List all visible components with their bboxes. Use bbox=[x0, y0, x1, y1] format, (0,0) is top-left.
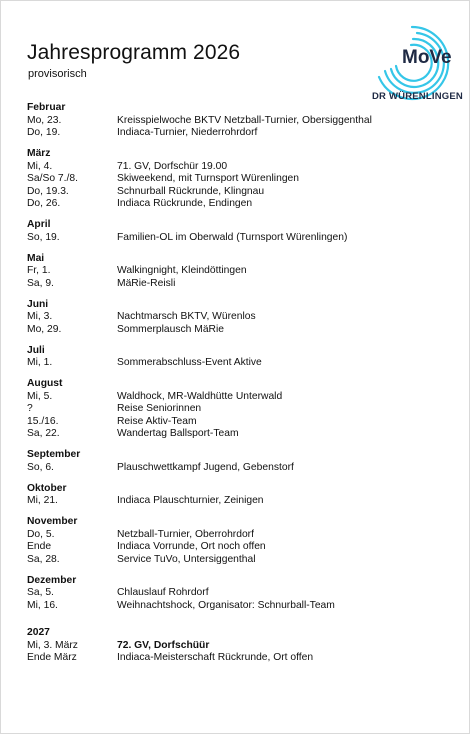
program-list bbox=[27, 102, 457, 673]
event-row bbox=[27, 232, 457, 245]
month-heading: August bbox=[27, 378, 63, 389]
month-section bbox=[27, 627, 457, 665]
event-text: Reise Aktiv-Team bbox=[117, 415, 197, 427]
month-heading: März bbox=[27, 148, 51, 159]
page-title: Jahresprogramm 2026 bbox=[27, 41, 241, 64]
event-row bbox=[27, 640, 457, 653]
event-date: So, 6. bbox=[27, 461, 54, 473]
event-date: Sa, 28. bbox=[27, 553, 60, 565]
event-row bbox=[27, 173, 457, 186]
event-row bbox=[27, 198, 457, 211]
month-heading: Dezember bbox=[27, 574, 77, 586]
month-heading: Juli bbox=[27, 344, 45, 356]
event-date: Do, 19.3. bbox=[27, 185, 69, 197]
event-row bbox=[27, 127, 457, 140]
event-row bbox=[27, 357, 457, 370]
event-row bbox=[27, 403, 457, 416]
event-row bbox=[27, 462, 457, 475]
event-text: Indiaca Plauschturnier, Zeinigen bbox=[117, 495, 264, 506]
month-heading: Mai bbox=[27, 252, 45, 264]
event-row bbox=[27, 278, 457, 291]
month-heading: Juni bbox=[27, 298, 49, 310]
event-row bbox=[27, 311, 457, 324]
event-date: So, 19. bbox=[27, 231, 60, 243]
event-text: Nachtmarsch BKTV, Würenlos bbox=[117, 311, 256, 322]
month-section bbox=[27, 253, 457, 291]
month-heading: Oktober bbox=[27, 482, 67, 494]
event-text: Schnurball Rückrunde, Klingnau bbox=[117, 185, 265, 197]
event-row bbox=[27, 554, 457, 567]
event-date: ? bbox=[27, 403, 33, 414]
event-date: Fr, 1. bbox=[27, 265, 51, 276]
month-section bbox=[27, 299, 457, 337]
event-date: Sa, 9. bbox=[27, 277, 54, 289]
event-row bbox=[27, 495, 457, 508]
logo-text: MoVe bbox=[402, 47, 452, 68]
event-text: Walkingnight, Kleindöttingen bbox=[117, 265, 247, 276]
event-text: Netzball-Turnier, Oberrohrdorf bbox=[117, 528, 254, 540]
event-text: Indiaca-Meisterschaft Rückrunde, Ort offen bbox=[117, 652, 314, 663]
month-heading: September bbox=[27, 449, 81, 460]
month-section bbox=[27, 148, 457, 211]
event-row bbox=[27, 115, 457, 128]
event-text: Weihnachtshock, Organisator: Schnurball-Team bbox=[117, 599, 335, 611]
month-section bbox=[27, 575, 457, 613]
month-section bbox=[27, 345, 457, 370]
event-row bbox=[27, 161, 457, 174]
event-row bbox=[27, 324, 457, 337]
event-text: Reise Seniorinnen bbox=[117, 403, 202, 414]
event-date: Mi, 5. bbox=[27, 390, 53, 402]
event-date: Do, 5. bbox=[27, 528, 55, 540]
month-section bbox=[27, 449, 457, 474]
event-text: Indiaca-Turnier, Niederrohrdorf bbox=[117, 127, 258, 138]
event-date: Mi, 21. bbox=[27, 495, 58, 506]
event-text: Sommerplausch MäRie bbox=[117, 323, 225, 335]
event-row bbox=[27, 428, 457, 441]
event-row bbox=[27, 186, 457, 199]
event-row bbox=[27, 391, 457, 404]
month-section bbox=[27, 516, 457, 566]
event-row bbox=[27, 652, 457, 665]
event-date: Do, 19. bbox=[27, 127, 61, 138]
month-heading: November bbox=[27, 516, 78, 527]
event-text: Wandertag Ballsport-Team bbox=[117, 428, 239, 439]
event-row bbox=[27, 529, 457, 542]
month-heading: April bbox=[27, 219, 51, 230]
event-text: 72. GV, Dorfschüür bbox=[117, 639, 210, 651]
event-date: Sa, 22. bbox=[27, 428, 60, 439]
page-subtitle: provisorisch bbox=[28, 68, 87, 80]
month-section bbox=[27, 219, 457, 244]
month-section bbox=[27, 102, 457, 140]
event-text: Plauschwettkampf Jugend, Gebenstorf bbox=[117, 461, 294, 473]
event-row bbox=[27, 265, 457, 278]
event-date: Mi, 1. bbox=[27, 357, 53, 368]
event-date: Do, 26. bbox=[27, 198, 61, 209]
event-date: Mi, 3. bbox=[27, 311, 53, 322]
event-row bbox=[27, 416, 457, 429]
event-text: Kreisspielwoche BKTV Netzball-Turnier, Obersiggenthal bbox=[117, 114, 372, 126]
event-date: Mo, 29. bbox=[27, 323, 62, 335]
event-text: Indiaca Rückrunde, Endingen bbox=[117, 198, 253, 209]
event-text: Chlauslauf Rohrdorf bbox=[117, 587, 209, 598]
month-section bbox=[27, 483, 457, 508]
month-heading: Februar bbox=[27, 102, 66, 113]
logo-caption: DR WÜRENLINGEN bbox=[372, 91, 463, 102]
event-text: Waldhock, MR-Waldhütte Unterwald bbox=[117, 390, 283, 402]
event-text: Skiweekend, mit Turnsport Würenlingen bbox=[117, 173, 299, 184]
event-date: Mo, 23. bbox=[27, 114, 62, 126]
event-date: Ende März bbox=[27, 652, 77, 663]
event-date: 15./16. bbox=[27, 415, 59, 427]
event-text: Sommerabschluss-Event Aktive bbox=[117, 357, 262, 368]
event-row bbox=[27, 541, 457, 554]
event-date: Mi, 4. bbox=[27, 160, 53, 172]
month-heading: 2027 bbox=[27, 627, 50, 638]
event-date: Sa, 5. bbox=[27, 587, 54, 598]
event-date: Sa/So 7./8. bbox=[27, 173, 78, 184]
event-row bbox=[27, 587, 457, 600]
event-text: Service TuVo, Untersiggenthal bbox=[117, 553, 256, 565]
event-date: Mi, 16. bbox=[27, 599, 58, 611]
event-text: 71. GV, Dorfschür 19.00 bbox=[117, 160, 228, 172]
event-text: MäRie-Reisli bbox=[117, 277, 176, 289]
event-row bbox=[27, 600, 457, 613]
event-date: Mi, 3. März bbox=[27, 639, 78, 651]
event-text: Familien-OL im Oberwald (Turnsport Würenlingen) bbox=[117, 231, 348, 243]
month-section bbox=[27, 378, 457, 441]
event-date: Ende bbox=[27, 541, 52, 552]
event-text: Indiaca Vorrunde, Ort noch offen bbox=[117, 541, 266, 552]
